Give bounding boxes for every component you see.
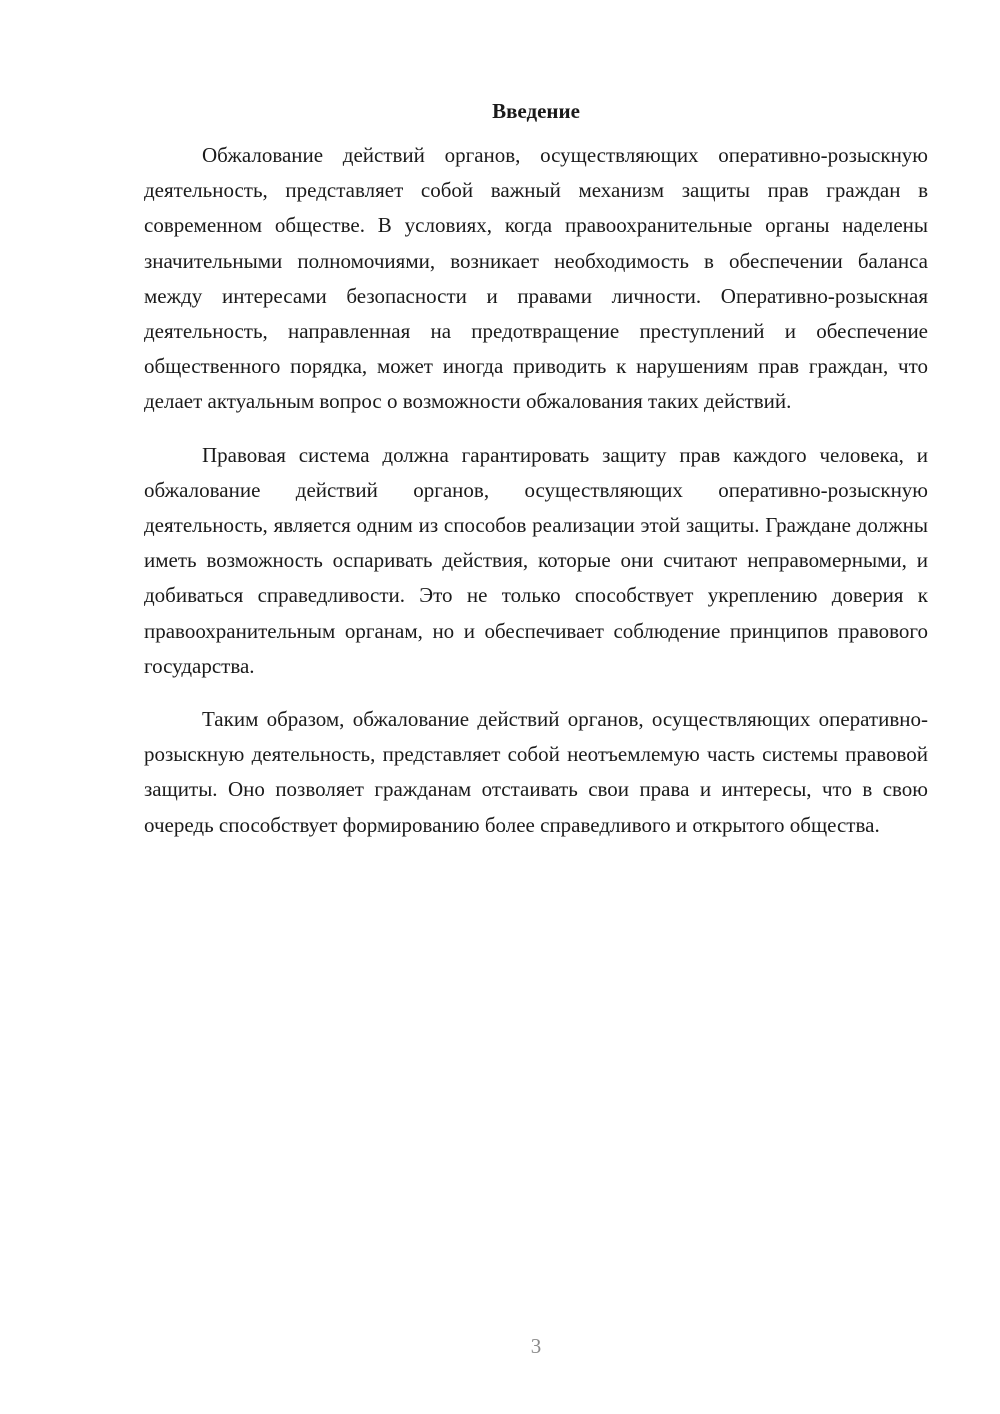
paragraph-1: Обжалование действий органов, осуществляющих оперативно-розыскную деятельность, представляет собой важный механизм защиты прав граждан в современном обществе. В условиях, когда правоохранительные органы наделены значительными полномочиями, возникает необходимость в обеспечении баланса между интересами безопасности и правами личности. Оперативно-розыскная деятельность, направленная на предотвращение преступлений и обеспечение общественного порядка, может иногда приводить к нарушениям прав граждан, что делает актуальным вопрос о возможности обжалования таких действий. [144,143,928,414]
paragraph-3: Таким образом, обжалование действий органов, осуществляющих оперативно-розыскную деятельность, представляет собой неотъемлемую часть системы правовой защиты. Оно позволяет гражданам отстаивать свои права и интересы, что в свою очередь способствует формированию более справедливого и открытого общества. [144,707,928,837]
paragraph-2: Правовая система должна гарантировать защиту прав каждого человека, и обжалование действий органов, осуществляющих оперативно-розыскную деятельность, является одним из способов реализации этой защиты. Граждане должны иметь возможность оспаривать действия, которые они считают неправомерными, и добиваться справедливости. Это не только способствует укреплению доверия к правоохранительным органам, но и обеспечивает соблюдение принципов правового государства. [144,442,928,678]
section-title: Введение [492,99,580,123]
page-content [144,96,928,861]
page-number: 3 [530,1334,542,1358]
